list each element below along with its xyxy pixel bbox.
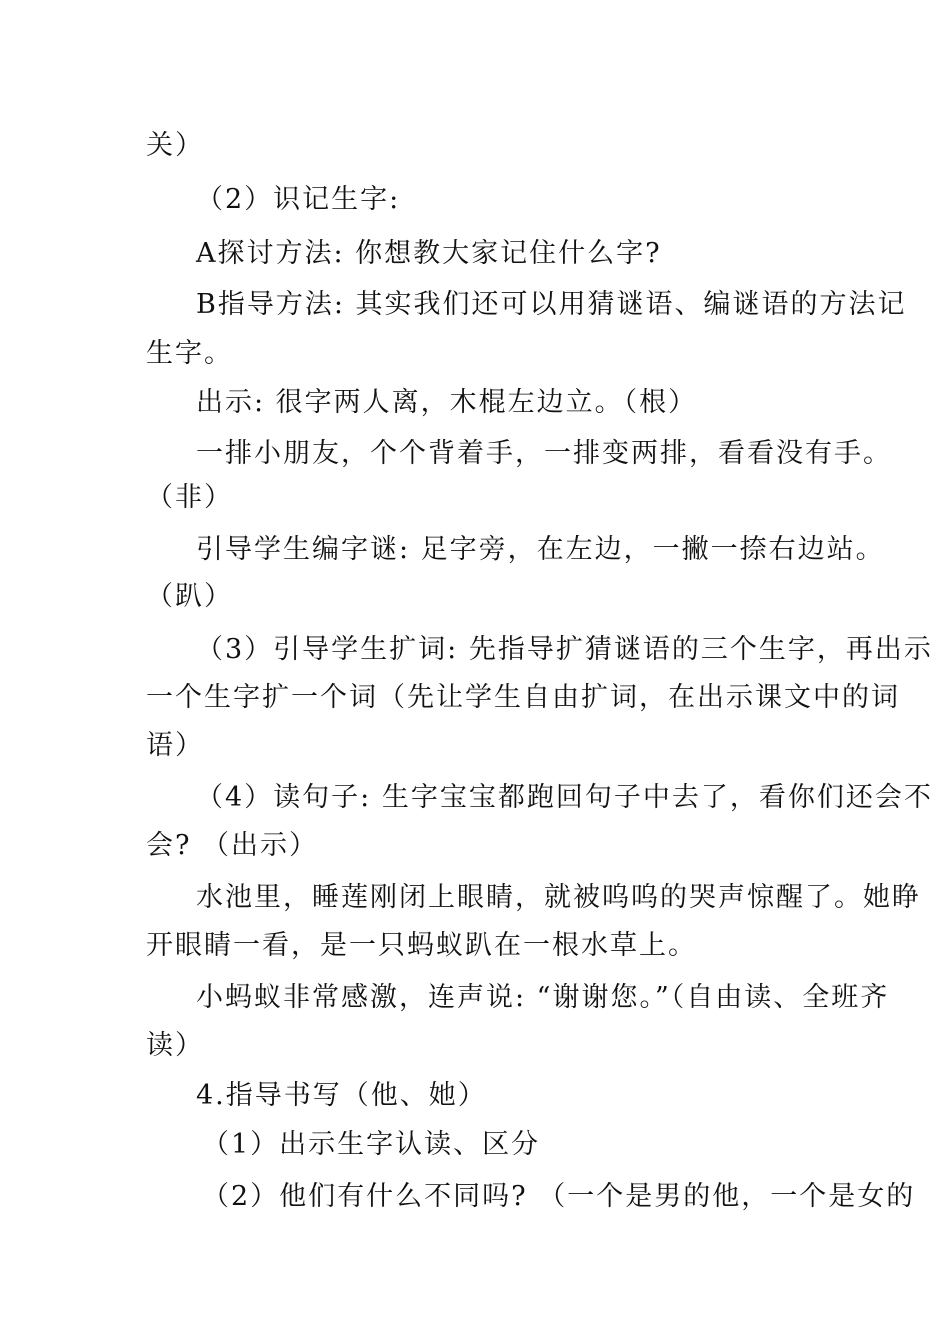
text-line: 读） bbox=[146, 1030, 204, 1061]
text-line: 一排小朋友，个个背着手，一排变两排，看看没有手。 bbox=[196, 438, 892, 469]
text-line: （趴） bbox=[146, 581, 233, 612]
text-line: 生字。 bbox=[146, 338, 233, 369]
text-line: 出示: 很字两人离，木棍左边立。（根） bbox=[196, 387, 698, 418]
text-line: 关） bbox=[146, 130, 204, 161]
text-line: （2）他们有什么不同吗? （一个是男的他，一个是女的 bbox=[202, 1181, 916, 1212]
text-line: A探讨方法: 你想教大家记住什么字? bbox=[196, 238, 662, 269]
text-line: 一个生字扩一个词（先让学生自由扩词，在出示课文中的词 bbox=[146, 682, 900, 713]
text-line: 4.指导书写（他、她） bbox=[196, 1080, 487, 1111]
text-line: 会? （出示） bbox=[146, 830, 319, 861]
text-line: 语） bbox=[146, 730, 204, 761]
text-line: （非） bbox=[146, 482, 233, 513]
text-line: （4）读句子: 生字宝宝都跑回句子中去了，看你们还会不 bbox=[196, 782, 933, 813]
text-line: 水池里，睡莲刚闭上眼睛，就被呜呜的哭声惊醒了。她睁 bbox=[196, 882, 921, 913]
text-line: （2）识记生字: bbox=[196, 184, 401, 215]
text-line: 引导学生编字谜: 足字旁，在左边，一撇一捺右边站。 bbox=[196, 534, 885, 565]
text-line: 小蚂蚁非常感激，连声说: “谢谢您。”（自由读、全班齐 bbox=[196, 982, 890, 1013]
text-line: （1）出示生字认读、区分 bbox=[202, 1129, 541, 1160]
text-line: B指导方法: 其实我们还可以用猜谜语、编谜语的方法记 bbox=[196, 289, 907, 320]
text-line: （3）引导学生扩词: 先指导扩猜谜语的三个生字，再出示 bbox=[196, 634, 933, 665]
text-line: 开眼睛一看，是一只蚂蚁趴在一根水草上。 bbox=[146, 930, 697, 961]
